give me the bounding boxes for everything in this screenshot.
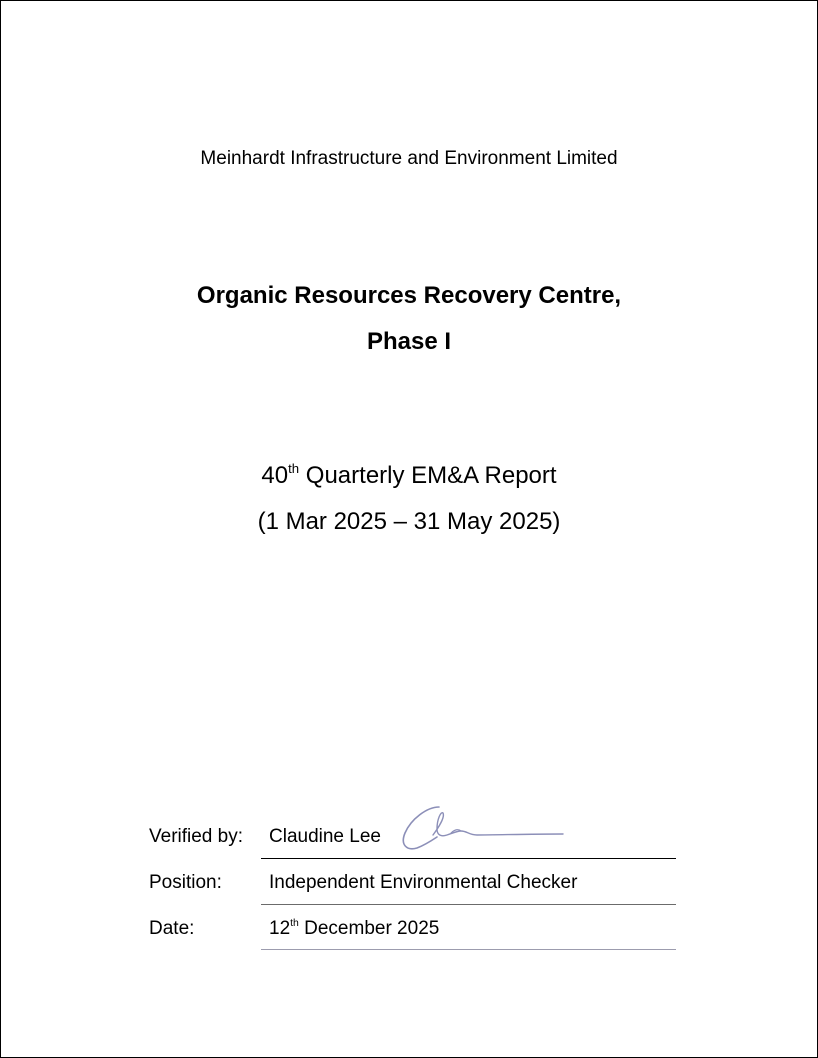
date-day: 12 <box>269 918 291 939</box>
date-underline <box>261 949 676 950</box>
verified-by-value: Claudine Lee <box>269 826 381 847</box>
project-title-line-1: Organic Resources Recovery Centre, <box>196 282 622 309</box>
date-label: Date: <box>149 918 195 939</box>
date-rest: December 2025 <box>298 918 440 939</box>
report-number-suffix: th <box>288 461 300 477</box>
date-day-suffix: th <box>290 918 299 930</box>
report-title <box>1 462 817 490</box>
verified-by-label: Verified by: <box>149 826 243 847</box>
handwritten-signature <box>397 801 567 857</box>
position-underline <box>261 904 676 905</box>
position-label: Position: <box>149 872 222 893</box>
project-title-line-2: Phase I <box>366 328 452 355</box>
date-value <box>269 918 439 940</box>
report-period: (1 Mar 2025 – 31 May 2025) <box>257 508 561 535</box>
report-name: Quarterly EM&A Report <box>299 462 557 489</box>
position-value: Independent Environmental Checker <box>269 872 578 893</box>
verified-by-underline <box>261 858 676 859</box>
report-number: 40 <box>261 462 289 489</box>
company-name: Meinhardt Infrastructure and Environment Limited <box>200 148 618 169</box>
signature-stroke <box>403 807 439 849</box>
